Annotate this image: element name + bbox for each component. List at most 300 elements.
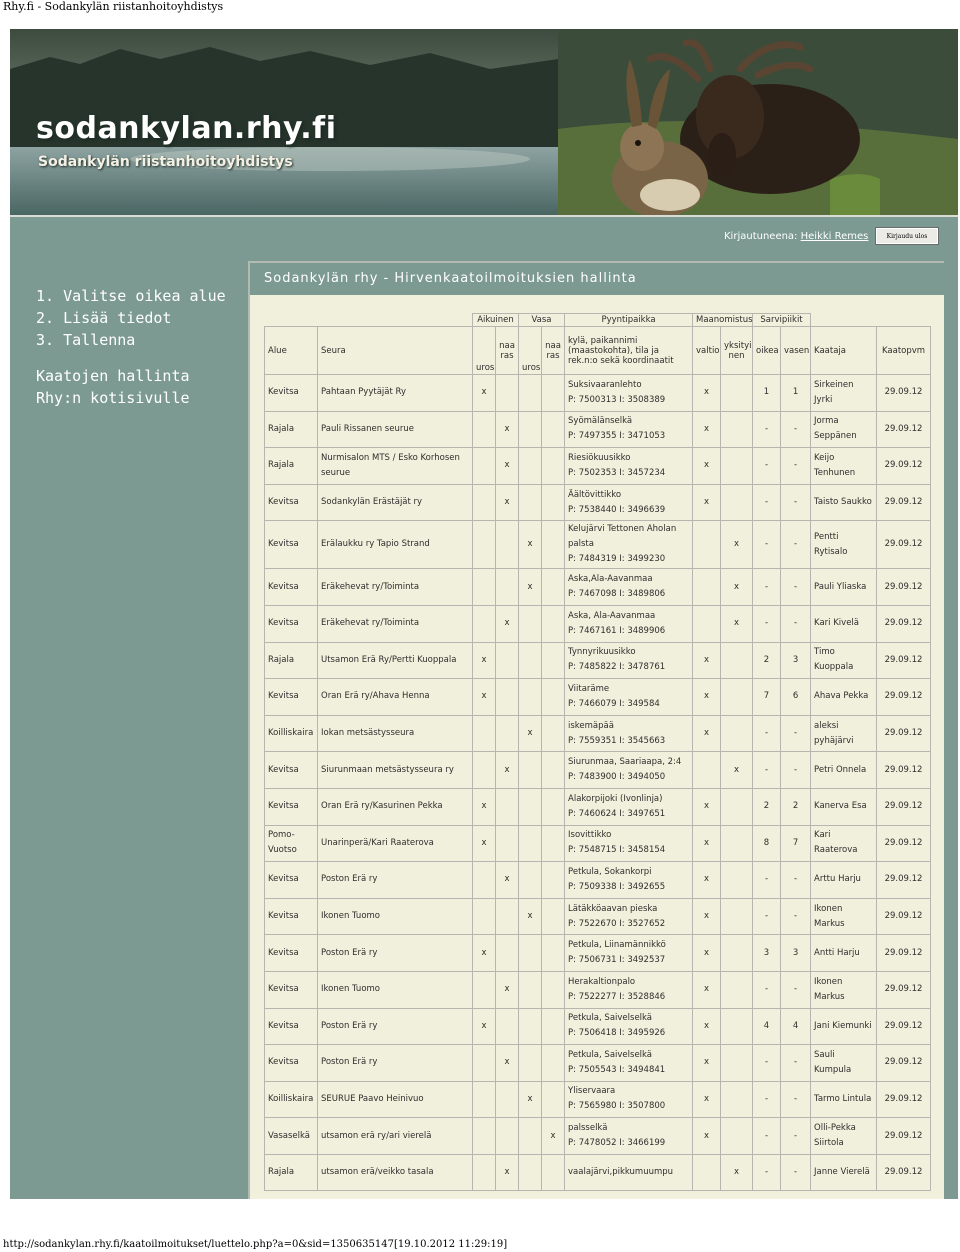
col-header-alue: Alue (265, 327, 318, 375)
cell-valtio: x (693, 411, 721, 448)
cell-pyyntipaikka: Alakorpijoki (Ivonlinja) P: 7460624 I: 3497651 (565, 788, 693, 825)
cell-vasa-uros (519, 935, 542, 972)
table-row[interactable] (265, 825, 931, 862)
cell-seura: Unarinperä/Kari Raaterova (318, 825, 473, 862)
cell-alue: Koilliskaira (265, 715, 318, 752)
cell-yksityinen: x (721, 569, 753, 606)
cell-yksityinen (721, 715, 753, 752)
cell-pyyntipaikka: iskemäpää P: 7559351 I: 3545663 (565, 715, 693, 752)
cell-yksityinen (721, 642, 753, 679)
col-group-maanomistus: Maanomistus (693, 314, 753, 327)
cell-aikuinen-naaras (496, 715, 519, 752)
cell-oikea: - (753, 752, 781, 789)
cell-vasen: 2 (781, 788, 811, 825)
cell-aikuinen-naaras (496, 935, 519, 972)
cell-vasa-naaras (542, 935, 565, 972)
col-group-pyyntipaikka: Pyyntipaikka (565, 314, 693, 327)
cell-alue: Kevitsa (265, 484, 318, 521)
cell-aikuinen-uros (473, 569, 496, 606)
cell-valtio (693, 1154, 721, 1191)
table-row[interactable] (265, 862, 931, 899)
cell-aikuinen-uros (473, 898, 496, 935)
table-row[interactable] (265, 1008, 931, 1045)
cell-kaatopvm: 29.09.12 (877, 1045, 931, 1082)
cell-aikuinen-naaras: x (496, 1154, 519, 1191)
cell-vasen: 6 (781, 679, 811, 716)
table-row[interactable] (265, 898, 931, 935)
cell-alue: Kevitsa (265, 375, 318, 412)
cell-vasen: 7 (781, 825, 811, 862)
cell-alue: Kevitsa (265, 788, 318, 825)
cell-vasa-naaras (542, 752, 565, 789)
cell-aikuinen-uros (473, 521, 496, 569)
cell-yksityinen (721, 411, 753, 448)
step-add-info: 2. Lisää tiedot (36, 309, 172, 327)
table-row[interactable] (265, 971, 931, 1008)
cell-seura: Ikonen Tuomo (318, 898, 473, 935)
cell-kaataja: Petri Onnela (811, 752, 877, 789)
cell-aikuinen-uros (473, 862, 496, 899)
cell-oikea: 7 (753, 679, 781, 716)
cell-oikea: - (753, 605, 781, 642)
cell-valtio: x (693, 971, 721, 1008)
cell-vasa-naaras (542, 1008, 565, 1045)
page-title: Sodankylän rhy - Hirvenkaatoilmoituksien hallinta (264, 271, 637, 286)
cell-yksityinen (721, 898, 753, 935)
table-row[interactable] (265, 375, 931, 412)
cell-kaatopvm: 29.09.12 (877, 862, 931, 899)
cell-kaataja: Antti Harju (811, 935, 877, 972)
cell-kaatopvm: 29.09.12 (877, 1154, 931, 1191)
cell-alue: Kevitsa (265, 971, 318, 1008)
col-header-yksityinen: yksityi nen (721, 327, 753, 375)
cell-kaatopvm: 29.09.12 (877, 1081, 931, 1118)
cell-kaataja: Keijo Tenhunen (811, 448, 877, 485)
cell-valtio: x (693, 825, 721, 862)
table-row[interactable] (265, 411, 931, 448)
cell-kaataja: Tarmo Lintula (811, 1081, 877, 1118)
cell-aikuinen-naaras (496, 569, 519, 606)
col-group-sarvipiikit: Sarvipiikit (753, 314, 811, 327)
page-frame (10, 29, 958, 1199)
cell-aikuinen-uros (473, 448, 496, 485)
cell-vasa-uros (519, 825, 542, 862)
cell-vasa-naaras (542, 715, 565, 752)
cell-alue: Vasaselkä (265, 1118, 318, 1155)
cell-kaatopvm: 29.09.12 (877, 935, 931, 972)
cell-aikuinen-uros (473, 484, 496, 521)
cell-kaatopvm: 29.09.12 (877, 642, 931, 679)
cell-oikea: - (753, 1118, 781, 1155)
cell-yksityinen (721, 484, 753, 521)
cell-aikuinen-uros: x (473, 375, 496, 412)
cell-aikuinen-uros: x (473, 1008, 496, 1045)
cell-kaatopvm: 29.09.12 (877, 448, 931, 485)
cell-seura: Sodankylän Erästäjät ry (318, 484, 473, 521)
cell-pyyntipaikka: Petkula, Liinamännikkö P: 7506731 I: 3492537 (565, 935, 693, 972)
table-group-header-row (265, 314, 931, 327)
site-logo[interactable]: sodankylan.rhy.fi (36, 111, 337, 146)
sidebar-link-rhy-home[interactable]: Rhy:n kotisivulle (36, 389, 190, 407)
cell-pyyntipaikka: Petkula, Saivelselkä P: 7505543 I: 3494841 (565, 1045, 693, 1082)
cell-yksityinen (721, 788, 753, 825)
cell-vasen: - (781, 898, 811, 935)
cell-aikuinen-naaras (496, 898, 519, 935)
cell-alue: Koilliskaira (265, 1081, 318, 1118)
cell-seura: Utsamon Erä Ry/Pertti Kuoppala (318, 642, 473, 679)
cell-vasa-naaras (542, 825, 565, 862)
cell-kaatopvm: 29.09.12 (877, 715, 931, 752)
cell-yksityinen (721, 1081, 753, 1118)
cell-oikea: - (753, 715, 781, 752)
cell-aikuinen-uros (473, 1154, 496, 1191)
cell-yksityinen: x (721, 605, 753, 642)
table-row[interactable] (265, 521, 931, 569)
cell-aikuinen-naaras: x (496, 971, 519, 1008)
cell-valtio: x (693, 375, 721, 412)
cell-alue: Kevitsa (265, 521, 318, 569)
cell-aikuinen-naaras: x (496, 605, 519, 642)
cell-alue: Kevitsa (265, 679, 318, 716)
cell-aikuinen-naaras (496, 825, 519, 862)
cell-kaataja: Sauli Kumpula (811, 1045, 877, 1082)
cell-vasen: - (781, 1118, 811, 1155)
cell-oikea: 2 (753, 642, 781, 679)
cell-seura: Poston Erä ry (318, 1008, 473, 1045)
cell-vasa-naaras (542, 521, 565, 569)
cell-kaataja: Kanerva Esa (811, 788, 877, 825)
cell-valtio: x (693, 788, 721, 825)
cell-aikuinen-uros: x (473, 679, 496, 716)
cell-kaataja: Kari Raaterova (811, 825, 877, 862)
col-header-pyyntipaikka: kylä, paikannimi (maastokohta), tila ja rek.n:o sekä koordinaatit (565, 327, 693, 375)
cell-seura: utsamon erä/veikko tasala (318, 1154, 473, 1191)
cell-vasen: 1 (781, 375, 811, 412)
cell-kaataja: Pentti Rytisalo (811, 521, 877, 569)
cell-oikea: - (753, 862, 781, 899)
cell-oikea: 1 (753, 375, 781, 412)
main-content (248, 261, 944, 1199)
cell-seura: Nurmisalon MTS / Esko Korhosen seurue (318, 448, 473, 485)
cell-aikuinen-naaras (496, 1008, 519, 1045)
cell-kaataja: Taisto Saukko (811, 484, 877, 521)
cell-seura: Iokan metsästysseura (318, 715, 473, 752)
cell-alue: Kevitsa (265, 1045, 318, 1082)
cell-vasa-naaras: x (542, 1118, 565, 1155)
cell-alue: Kevitsa (265, 752, 318, 789)
login-label: Kirjautuneena: (724, 231, 798, 242)
cell-aikuinen-uros: x (473, 935, 496, 972)
cell-vasa-naaras (542, 484, 565, 521)
cell-vasa-uros (519, 1118, 542, 1155)
table-row[interactable] (265, 1154, 931, 1191)
cell-valtio (693, 752, 721, 789)
cell-alue: Kevitsa (265, 1008, 318, 1045)
cell-pyyntipaikka: vaalajärvi,pikkumuumpu (565, 1154, 693, 1191)
cell-kaataja: Ikonen Markus (811, 971, 877, 1008)
table-row[interactable] (265, 484, 931, 521)
cell-alue: Kevitsa (265, 862, 318, 899)
cell-alue: Rajala (265, 1154, 318, 1191)
cell-kaatopvm: 29.09.12 (877, 825, 931, 862)
main-header (250, 263, 944, 295)
cell-vasen: 3 (781, 935, 811, 972)
cell-aikuinen-naaras: x (496, 752, 519, 789)
cell-aikuinen-uros (473, 605, 496, 642)
col-group-aikuinen: Aikuinen (473, 314, 519, 327)
cell-valtio: x (693, 1008, 721, 1045)
cell-vasa-naaras (542, 448, 565, 485)
cell-alue: Kevitsa (265, 569, 318, 606)
cell-valtio: x (693, 862, 721, 899)
table-row[interactable] (265, 448, 931, 485)
cell-yksityinen: x (721, 752, 753, 789)
cell-vasa-uros (519, 1045, 542, 1082)
cell-kaataja: Sirkeinen Jyrki (811, 375, 877, 412)
cell-yksityinen (721, 935, 753, 972)
cell-kaataja: Pauli Yliaska (811, 569, 877, 606)
cell-vasen: 4 (781, 1008, 811, 1045)
cell-kaatopvm: 29.09.12 (877, 375, 931, 412)
table-row[interactable] (265, 642, 931, 679)
cell-vasa-naaras (542, 569, 565, 606)
cell-vasa-uros (519, 448, 542, 485)
cell-vasen: - (781, 971, 811, 1008)
cell-vasa-uros: x (519, 569, 542, 606)
cell-pyyntipaikka: Yliservaara P: 7565980 I: 3507800 (565, 1081, 693, 1118)
cell-vasa-uros (519, 605, 542, 642)
cell-kaataja: Olli-Pekka Siirtola (811, 1118, 877, 1155)
cell-vasa-uros (519, 484, 542, 521)
cell-aikuinen-naaras: x (496, 411, 519, 448)
cell-oikea: - (753, 448, 781, 485)
cell-vasen: - (781, 521, 811, 569)
cell-vasa-naaras (542, 1081, 565, 1118)
cell-valtio: x (693, 448, 721, 485)
logged-in-user-link[interactable]: Heikki Remes (800, 231, 869, 242)
cell-pyyntipaikka: Siurunmaa, Saariaapa, 2:4 P: 7483900 I: 3494050 (565, 752, 693, 789)
cell-pyyntipaikka: Aska, Ala-Aavanmaa P: 7467161 I: 3489906 (565, 605, 693, 642)
cell-vasa-naaras (542, 411, 565, 448)
cell-kaataja: aleksi pyhäjärvi (811, 715, 877, 752)
table-row[interactable] (265, 935, 931, 972)
cell-valtio (693, 605, 721, 642)
cell-aikuinen-naaras (496, 788, 519, 825)
cell-valtio: x (693, 1081, 721, 1118)
table-row[interactable] (265, 679, 931, 716)
table-row[interactable] (265, 752, 931, 789)
cell-vasa-uros: x (519, 521, 542, 569)
cell-kaataja: Janne Vierelä (811, 1154, 877, 1191)
cell-aikuinen-naaras (496, 1081, 519, 1118)
table-row[interactable] (265, 569, 931, 606)
cell-seura: Pahtaan Pyytäjät Ry (318, 375, 473, 412)
cell-vasen: - (781, 862, 811, 899)
cell-valtio (693, 521, 721, 569)
cell-oikea: 3 (753, 935, 781, 972)
cell-vasa-naaras (542, 788, 565, 825)
window-title: Rhy.fi - Sodankylän riistanhoitoyhdistys (3, 0, 224, 13)
cell-vasa-naaras (542, 605, 565, 642)
cell-vasen: - (781, 411, 811, 448)
cell-aikuinen-naaras: x (496, 484, 519, 521)
cell-kaataja: Jorma Seppänen (811, 411, 877, 448)
cell-aikuinen-uros (473, 1118, 496, 1155)
cell-vasa-naaras (542, 898, 565, 935)
cell-valtio: x (693, 484, 721, 521)
table-row[interactable] (265, 1045, 931, 1082)
cell-aikuinen-uros: x (473, 788, 496, 825)
cell-kaatopvm: 29.09.12 (877, 484, 931, 521)
cell-valtio: x (693, 1118, 721, 1155)
cell-seura: Eräkehevat ry/Toiminta (318, 569, 473, 606)
cell-kaataja: Ikonen Markus (811, 898, 877, 935)
cell-vasa-uros (519, 375, 542, 412)
col-header-valtio: valtio (693, 327, 721, 375)
cell-seura: Ikonen Tuomo (318, 971, 473, 1008)
cell-vasa-uros (519, 1154, 542, 1191)
cell-yksityinen: x (721, 1154, 753, 1191)
cell-aikuinen-naaras (496, 375, 519, 412)
col-header-vasa-naaras: naa ras (542, 327, 565, 375)
cell-oikea: 4 (753, 1008, 781, 1045)
cell-pyyntipaikka: Syömälänselkä P: 7497355 I: 3471053 (565, 411, 693, 448)
cell-yksityinen (721, 1118, 753, 1155)
cell-seura: Erälaukku ry Tapio Strand (318, 521, 473, 569)
cell-alue: Rajala (265, 411, 318, 448)
cell-valtio: x (693, 898, 721, 935)
site-banner (10, 29, 958, 215)
cell-aikuinen-uros (473, 411, 496, 448)
cell-vasa-naaras (542, 375, 565, 412)
cell-kaatopvm: 29.09.12 (877, 605, 931, 642)
cell-vasen: - (781, 1081, 811, 1118)
cell-vasa-naaras (542, 642, 565, 679)
cell-seura: Oran Erä ry/Ahava Henna (318, 679, 473, 716)
cell-vasen: - (781, 605, 811, 642)
cell-vasa-uros (519, 788, 542, 825)
cell-oikea: - (753, 1081, 781, 1118)
cell-vasa-uros: x (519, 715, 542, 752)
cell-oikea: - (753, 1154, 781, 1191)
cell-vasa-uros: x (519, 1081, 542, 1118)
cell-aikuinen-uros: x (473, 642, 496, 679)
cell-kaataja: Ahava Pekka (811, 679, 877, 716)
table-row[interactable] (265, 1081, 931, 1118)
cell-kaatopvm: 29.09.12 (877, 411, 931, 448)
table-row[interactable] (265, 788, 931, 825)
cell-vasa-naaras (542, 1045, 565, 1082)
cell-oikea: - (753, 1045, 781, 1082)
cell-seura: SEURUE Paavo Heinivuo (318, 1081, 473, 1118)
cell-pyyntipaikka: Petkula, Saivelselkä P: 7506418 I: 3495926 (565, 1008, 693, 1045)
cell-vasa-uros (519, 1008, 542, 1045)
cell-pyyntipaikka: Lätäkköaavan pieska P: 7522670 I: 3527652 (565, 898, 693, 935)
table-body (265, 375, 931, 1191)
cell-vasen: - (781, 752, 811, 789)
cell-pyyntipaikka: Kelujärvi Tettonen Aholan palsta P: 7484319 I: 3499230 (565, 521, 693, 569)
cell-alue: Kevitsa (265, 605, 318, 642)
cell-vasen: - (781, 484, 811, 521)
kaatoilmoitus-table-wrap (264, 313, 944, 1191)
cell-aikuinen-naaras (496, 679, 519, 716)
cell-oikea: - (753, 898, 781, 935)
cell-kaataja: Arttu Harju (811, 862, 877, 899)
sidebar (36, 285, 226, 409)
col-header-aikuinen-naaras: naa ras (496, 327, 519, 375)
cell-kaatopvm: 29.09.12 (877, 752, 931, 789)
cell-aikuinen-naaras: x (496, 1045, 519, 1082)
cell-vasa-uros (519, 862, 542, 899)
cell-kaatopvm: 29.09.12 (877, 1118, 931, 1155)
cell-alue: Pomo-Vuotso (265, 825, 318, 862)
cell-vasa-naaras (542, 862, 565, 899)
cell-aikuinen-uros (473, 1045, 496, 1082)
sidebar-link-kaatojen-hallinta[interactable]: Kaatojen hallinta (36, 367, 190, 385)
step-choose-area: 1. Valitse oikea alue (36, 287, 226, 305)
cell-valtio: x (693, 642, 721, 679)
table-row[interactable] (265, 605, 931, 642)
cell-kaatopvm: 29.09.12 (877, 679, 931, 716)
cell-kaatopvm: 29.09.12 (877, 521, 931, 569)
cell-kaataja: Timo Kuoppala (811, 642, 877, 679)
cell-alue: Rajala (265, 448, 318, 485)
cell-aikuinen-uros (473, 752, 496, 789)
cell-vasen: - (781, 715, 811, 752)
cell-kaatopvm: 29.09.12 (877, 1008, 931, 1045)
cell-vasen: - (781, 569, 811, 606)
cell-seura: Poston Erä ry (318, 935, 473, 972)
kaatoilmoitus-table (264, 313, 931, 1191)
col-header-seura: Seura (318, 327, 473, 375)
table-row[interactable] (265, 1118, 931, 1155)
cell-yksityinen (721, 448, 753, 485)
cell-oikea: 2 (753, 788, 781, 825)
cell-aikuinen-naaras (496, 521, 519, 569)
col-header-kaatopvm: Kaatopvm (877, 327, 931, 375)
page-url-footer: http://sodankylan.rhy.fi/kaatoilmoitukset/luettelo.php?a=0&sid=1350635147[19.10.2012 11:29:19] (3, 1239, 508, 1250)
table-row[interactable] (265, 715, 931, 752)
cell-vasen: - (781, 1045, 811, 1082)
cell-yksityinen (721, 1045, 753, 1082)
cell-aikuinen-naaras (496, 642, 519, 679)
cell-kaataja: Jani Kiemunki (811, 1008, 877, 1045)
cell-yksityinen (721, 375, 753, 412)
cell-seura: Siurunmaan metsästysseura ry (318, 752, 473, 789)
cell-oikea: - (753, 971, 781, 1008)
cell-vasa-uros (519, 411, 542, 448)
cell-yksityinen (721, 679, 753, 716)
login-status (724, 231, 868, 242)
table-header-row (265, 327, 931, 375)
step-save: 3. Tallenna (36, 331, 136, 349)
cell-alue: Rajala (265, 642, 318, 679)
cell-pyyntipaikka: Aska,Ala-Aavanmaa P: 7467098 I: 3489806 (565, 569, 693, 606)
cell-yksityinen (721, 862, 753, 899)
cell-pyyntipaikka: Tynnyrikuusikko P: 7485822 I: 3478761 (565, 642, 693, 679)
logout-button[interactable]: Kirjaudu ulos (876, 228, 938, 244)
cell-vasa-naaras (542, 1154, 565, 1191)
cell-oikea: - (753, 484, 781, 521)
cell-vasa-uros (519, 642, 542, 679)
login-bar (10, 217, 958, 251)
cell-vasa-naaras (542, 971, 565, 1008)
cell-aikuinen-naaras: x (496, 448, 519, 485)
cell-vasa-naaras (542, 679, 565, 716)
cell-aikuinen-naaras: x (496, 862, 519, 899)
cell-vasa-uros (519, 752, 542, 789)
cell-kaatopvm: 29.09.12 (877, 788, 931, 825)
